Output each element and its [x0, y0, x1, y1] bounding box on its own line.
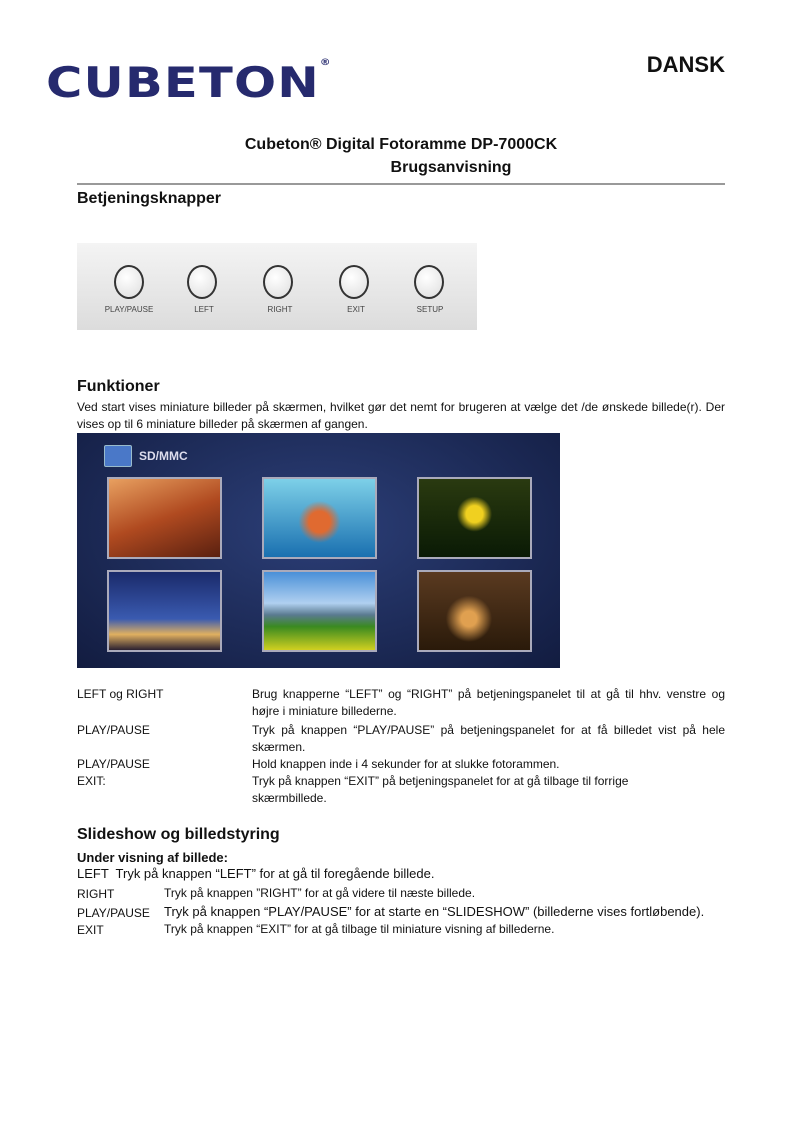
- play-pause-button-image: [114, 265, 144, 299]
- logo-mark: ®: [319, 58, 332, 68]
- thumbnail-interior: [417, 570, 532, 652]
- button-label: PLAY/PAUSE: [104, 305, 154, 314]
- function-desc: Tryk på knappen “EXIT” på betjeningspanelet for at gå tilbage til forrige skærmbillede.: [252, 774, 629, 805]
- thumbnail-lily: [417, 477, 532, 559]
- slideshow-desc: Tryk på knappen “EXIT” for at gå tilbage til miniature visning af billederne.: [164, 922, 555, 936]
- controls-heading: Betjeningsknapper: [77, 190, 222, 207]
- function-key: EXIT:: [77, 774, 106, 788]
- functions-intro: Ved start vises miniature billeder på skærmen, hvilket gør det nemt for brugeren at vælge det /de ønskede billede(r). Der vises op til 6 miniature billeder på skærmen af gangen.: [77, 400, 725, 431]
- button-label: LEFT: [194, 305, 214, 314]
- folder-icon: [104, 445, 132, 467]
- thumbnail-canyon: [107, 477, 222, 559]
- function-desc: Brug knapperne “LEFT” og “RIGHT” på betjeningspanelet til at gå til hhv. venstre og højre i miniature billederne.: [252, 687, 725, 718]
- logo-text: CUBETON: [46, 58, 320, 107]
- function-desc: Tryk på knappen “PLAY/PAUSE” på betjeningspanelet for at få billedet vist på hele skærmen.: [252, 723, 725, 754]
- thumbnail-screen-image: [77, 433, 560, 668]
- thumbnail-louvre: [107, 570, 222, 652]
- source-label: SD/MMC: [139, 449, 188, 463]
- function-key: PLAY/PAUSE: [77, 723, 150, 737]
- function-key: LEFT og RIGHT: [77, 687, 164, 701]
- slideshow-key: PLAY/PAUSE: [77, 906, 150, 920]
- slideshow-left-line: LEFT Tryk på knappen “LEFT” for at gå til foregående billede.: [77, 866, 435, 881]
- cubeton-logo: [46, 58, 332, 107]
- functions-heading: Funktioner: [77, 378, 160, 395]
- thumbnail-mountains: [262, 570, 377, 652]
- exit-button-image: [339, 265, 369, 299]
- thumbnail-fish: [262, 477, 377, 559]
- slideshow-key: EXIT: [77, 923, 104, 937]
- left-button-image: [187, 265, 217, 299]
- button-label: SETUP: [416, 305, 444, 314]
- function-key: PLAY/PAUSE: [77, 757, 150, 771]
- right-button-image: [263, 265, 293, 299]
- slideshow-subheading: Under visning af billede:: [77, 850, 228, 865]
- document-title: Cubeton® Digital Fotoramme DP-7000CK: [244, 136, 558, 153]
- slideshow-heading: Slideshow og billedstyring: [77, 826, 280, 843]
- language-label: DANSK: [646, 52, 725, 77]
- title-divider: [77, 183, 725, 185]
- slideshow-key: RIGHT: [77, 887, 115, 901]
- button-label: EXIT: [347, 305, 365, 314]
- button-label: RIGHT: [267, 305, 293, 314]
- control-panel-image: [77, 243, 477, 330]
- function-desc: Hold knappen inde i 4 sekunder for at slukke fotorammen.: [252, 757, 560, 771]
- slideshow-desc: Tryk på knappen “PLAY/PAUSE” for at starte en “SLIDESHOW” (billederne vises fortløbende).: [164, 904, 705, 919]
- slideshow-desc: Tryk på knappen ”RIGHT” for at gå videre til næste billede.: [164, 886, 476, 900]
- document-subtitle: Brugsanvisning: [390, 159, 512, 176]
- setup-button-image: [414, 265, 444, 299]
